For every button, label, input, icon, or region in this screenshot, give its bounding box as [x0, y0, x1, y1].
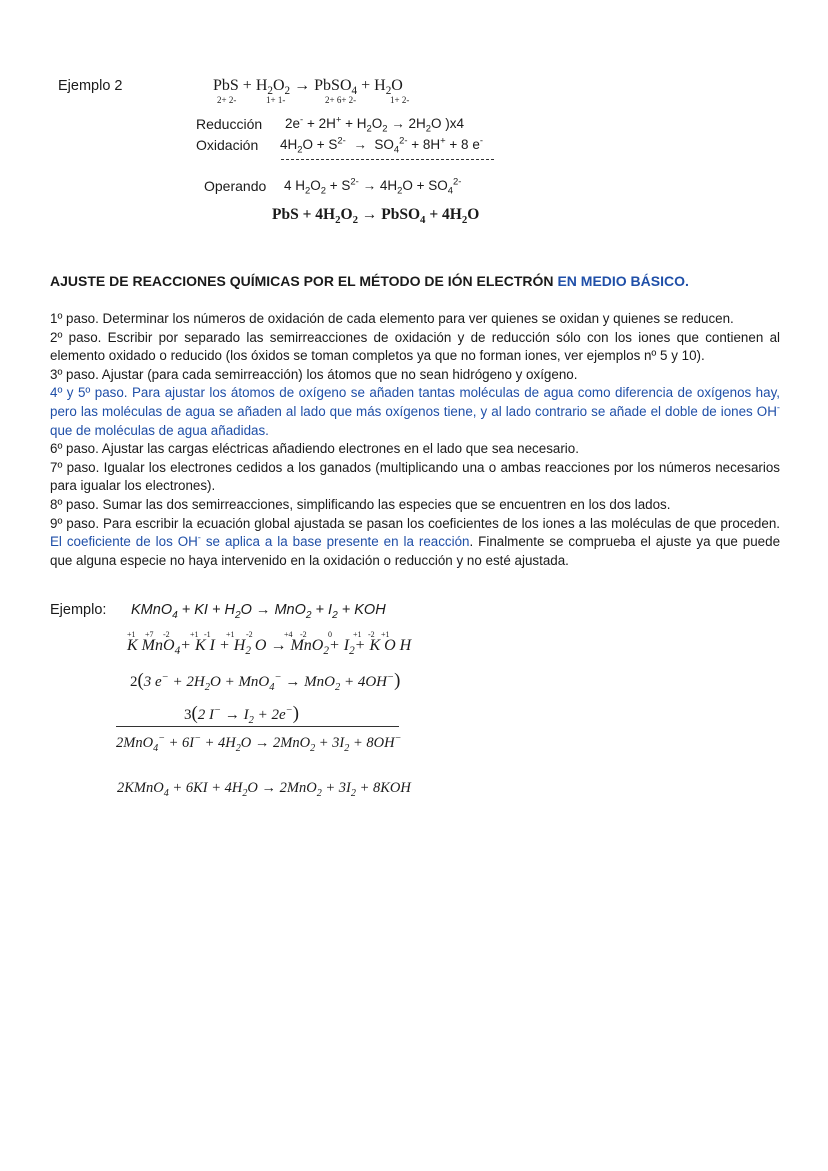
step-6: 6º paso. Ajustar las cargas eléctricas añadiendo electrones en el lado que sea necesario.: [50, 441, 579, 457]
step-8: 8º paso. Sumar las dos semirreacciones, simplificando las especies que se encuentren en los dos lados.: [50, 496, 671, 512]
operating-label: Operando: [204, 178, 267, 194]
reduction-equation: $2e^- + 2H^+ + H_2O_2 \to 2H_2O$ )x4: [285, 114, 465, 135]
ox-mn2: +4: [284, 630, 293, 639]
example2-equation: PbS + $H_2O_2$ → PbSO$_4$ + $H_2O$: [213, 77, 403, 98]
step-1: 1º paso. Determinar los números de oxidación de cada elemento para ver quienes se oxidan y quienes se reducen.: [50, 311, 734, 326]
ox-h: +1: [226, 630, 235, 639]
example-equation: KMnO$_4$ + KI + $H_2O \to MnO_2 + I_2$ + KOH: [131, 602, 386, 621]
dashed-separator: [281, 159, 494, 160]
half-reaction-reduction: 2(3 $e^- + 2H_2O + MnO_4^- \to MnO_2 + 4OH^-$): [130, 670, 401, 693]
ox-number-h2o: 1+ 2-: [390, 95, 410, 105]
molecular-equation: 2KMnO$_4$ + $6KI + 4H_2O \to 2MnO_2 + 3I_2 + 8KOH$: [117, 780, 411, 799]
sum-rule: [116, 726, 399, 727]
step-3: 3º paso. Ajustar (para cada semirreacción) los átomos que no sean hidrógeno y oxígeno.: [50, 366, 578, 382]
ox-i2: 0: [328, 630, 332, 639]
final-equation: PbS + $4H_2O_2$ → PbSO$_4$ + $4H_2O$: [272, 206, 480, 227]
section-heading-highlight: EN MEDIO BÁSICO.: [557, 273, 689, 289]
ox-o: -2: [163, 630, 170, 639]
example-equation-annotated: K MnO$_4$+ K $I + H_2$ $O \to MnO_2+ I_2+ K$ O H: [127, 637, 412, 658]
ox-o3: -2: [300, 630, 307, 639]
oxidation-label: Oxidación: [196, 137, 259, 153]
ox-k3: +1: [353, 630, 362, 639]
example2-label: Ejemplo 2: [58, 78, 123, 94]
ox-k: +1: [127, 630, 136, 639]
section-heading: AJUSTE DE REACCIONES QUÍMICAS POR EL MÉTODO DE IÓN ELECTRÓN EN MEDIO BÁSICO.: [50, 273, 689, 289]
ox-mn: +7: [145, 630, 154, 639]
ox-number-pbs: 2+ 2-: [217, 95, 237, 105]
step-7: 7º paso. Igualar los electrones cedidos a los ganados (multiplicando una o ambas reacciones por los números necesarios para igualar los electrones).: [50, 459, 780, 494]
ox-number-h2o2: 1+ 1-: [266, 95, 286, 105]
ox-o4: -2: [368, 630, 375, 639]
ox-o2: -2: [246, 630, 253, 639]
example-label: Ejemplo:: [50, 602, 107, 618]
step-4-5: 4º y 5º paso. Para ajustar los átomos de oxígeno se añaden tantas moléculas de agua como diferencia de oxígenos hay, pero las moléculas de agua se añaden al lado que más oxígenos tiene, y al lado contrario se añade el doble de iones OH- que de moléculas de agua añadidas.: [50, 385, 780, 438]
reduction-label: Reducción: [196, 116, 263, 132]
ox-h2: +1: [381, 630, 390, 639]
ox-k2: +1: [190, 630, 199, 639]
step-9: 9º paso. Para escribir la ecuación global ajustada se pasan los coeficientes de los iones a las moléculas de que proceden. El coeficiente de los OH- se aplica a la base presente en la reacción. Finalmente se comprueba el ajuste ya que puede que alguna especie no haya intervenido en la oxidación o reducción y no esté ajustada.: [50, 515, 781, 568]
ionic-equation: $2MnO_4^- + 6I^- + 4H_2O \to 2MnO_2 + 3I_2 + 8OH^-$: [116, 733, 402, 754]
ox-number-pbso4: 2+ 6+ 2-: [325, 95, 357, 105]
operating-equation: 4 $H_2O_2 + S^{2-} \to 4H_2O + SO_4^{2-}$: [284, 176, 462, 197]
half-reaction-oxidation: 3(2 $I^- \to I_2 + 2e^-$): [184, 703, 299, 726]
step-2: 2º paso. Escribir por separado las semirreacciones de oxidación y de reducción sólo con los iones que contienen al elemento oxidado o reducido (los óxidos se toman completos ya que no forman iones, ver ejemplos nº 5 y 10).: [50, 329, 780, 364]
oxidation-equation: $4H_2O + S^{2-} \to SO_4^{2-} + 8H^+ + 8$ e-: [280, 135, 483, 156]
ox-i: -1: [204, 630, 211, 639]
steps-list: [50, 310, 780, 570]
